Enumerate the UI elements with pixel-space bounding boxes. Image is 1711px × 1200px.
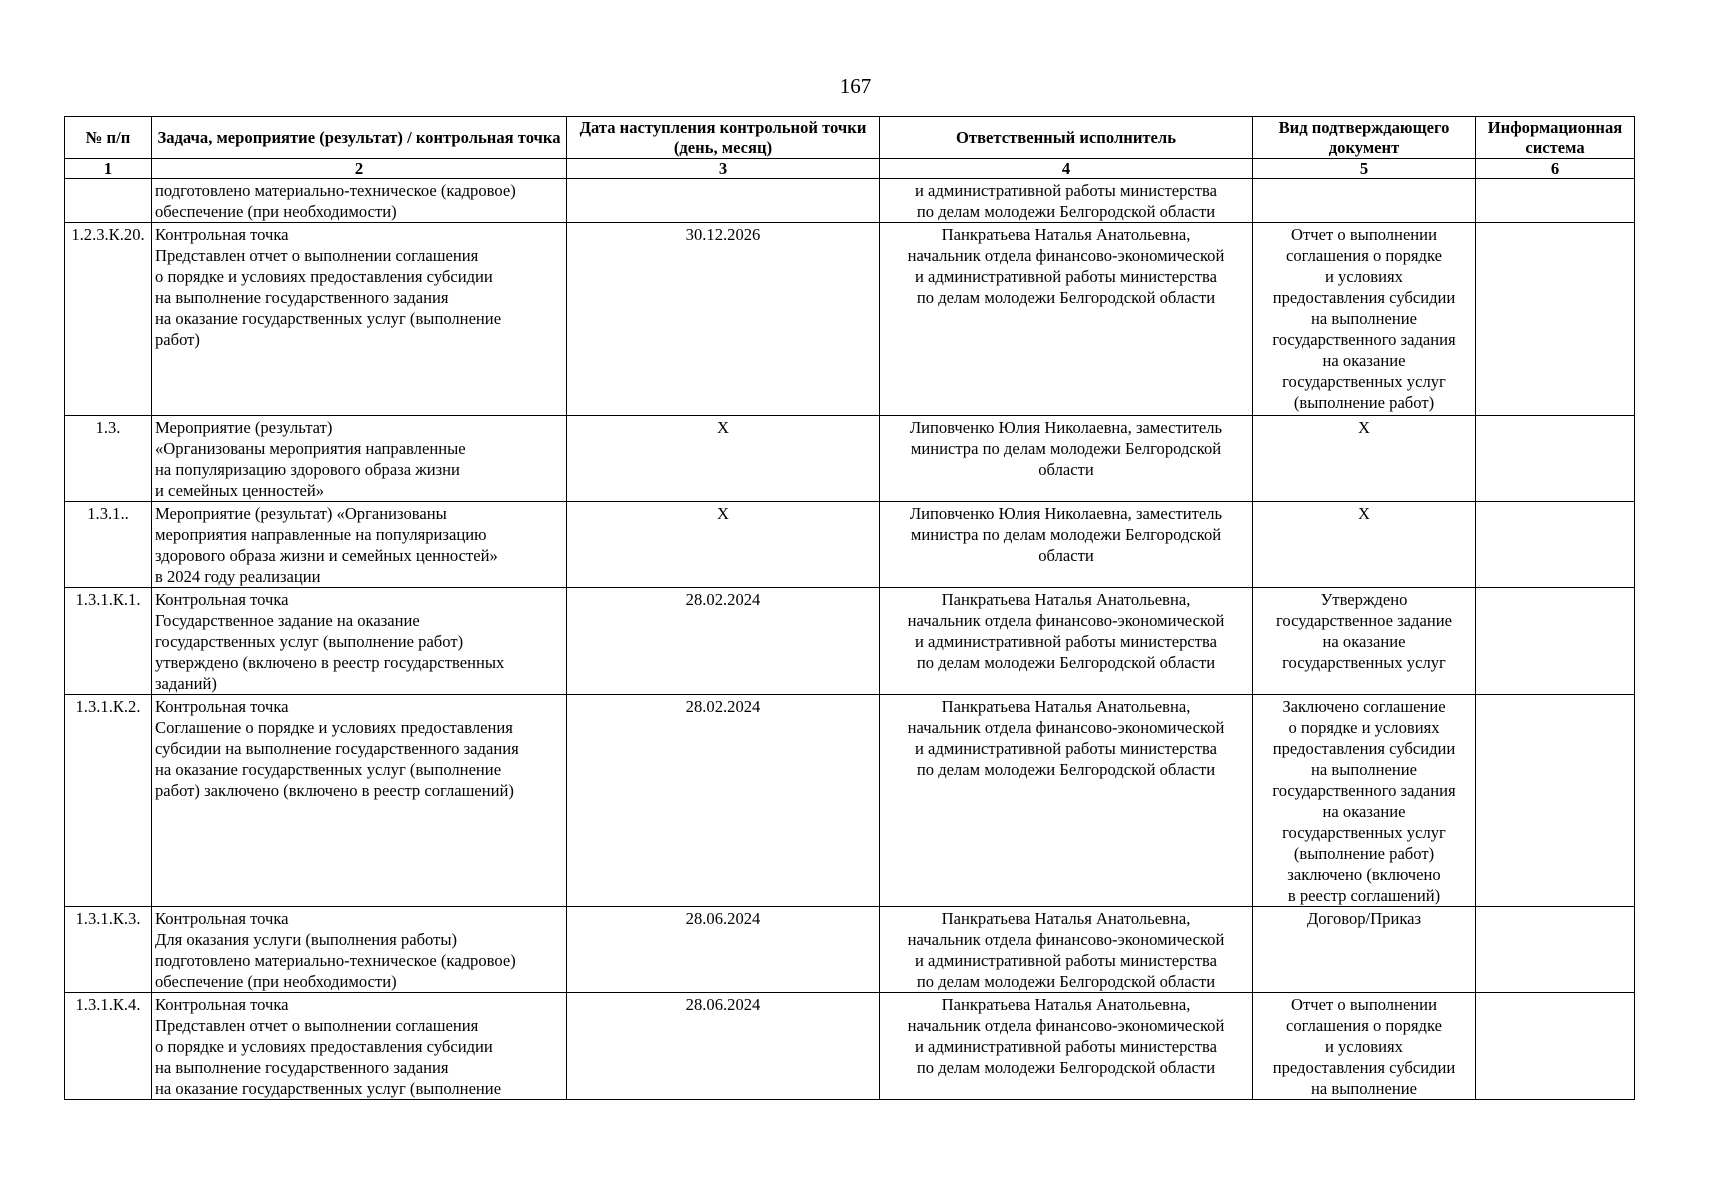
row-number: 1.3.1.К.3.: [65, 907, 152, 993]
date-cell: [567, 179, 880, 223]
system-cell: [1476, 502, 1635, 588]
executor-cell: Панкратьева Наталья Анатольевна, начальник отдела финансово-экономической и административной работы министерства по делам молодежи Белгородской области: [880, 695, 1253, 907]
table-row: [65, 993, 1635, 1100]
document-cell: Отчет о выполнении соглашения о порядке и условиях предоставления субсидии на выполнение: [1253, 993, 1476, 1100]
document-cell: Договор/Приказ: [1253, 907, 1476, 993]
executor-cell: и административной работы министерства по делам молодежи Белгородской области: [880, 179, 1253, 223]
row-number: 1.3.1.К.2.: [65, 695, 152, 907]
plan-table: [64, 116, 1635, 1100]
executor-cell: Панкратьева Наталья Анатольевна, начальник отдела финансово-экономической и административной работы министерства по делам молодежи Белгородской области: [880, 907, 1253, 993]
date-cell: 30.12.2026: [567, 223, 880, 416]
document-cell: Х: [1253, 502, 1476, 588]
column-number: 1: [65, 159, 152, 179]
row-number: 1.3.: [65, 416, 152, 502]
column-number: 6: [1476, 159, 1635, 179]
header-date: Дата наступления контрольной точки (день, месяц): [567, 117, 880, 159]
task-cell: Контрольная точка Соглашение о порядке и условиях предоставления субсидии на выполнение государственного задания на оказание государственных услуг (выполнение работ) заключено (включено в реестр соглашений): [152, 695, 567, 907]
table-row: [65, 179, 1635, 223]
column-number: 2: [152, 159, 567, 179]
column-number-row: [65, 159, 1635, 179]
system-cell: [1476, 223, 1635, 416]
column-number: 3: [567, 159, 880, 179]
table-row: [65, 502, 1635, 588]
task-cell: Мероприятие (результат) «Организованы мероприятия направленные на популяризацию здорового образа жизни и семейных ценностей» в 2024 году реализации: [152, 502, 567, 588]
system-cell: [1476, 695, 1635, 907]
system-cell: [1476, 416, 1635, 502]
date-cell: 28.06.2024: [567, 907, 880, 993]
executor-cell: Панкратьева Наталья Анатольевна, начальник отдела финансово-экономической и административной работы министерства по делам молодежи Белгородской области: [880, 588, 1253, 695]
executor-cell: Панкратьева Наталья Анатольевна, начальник отдела финансово-экономической и административной работы министерства по делам молодежи Белгородской области: [880, 993, 1253, 1100]
date-cell: 28.02.2024: [567, 695, 880, 907]
task-cell: Контрольная точка Представлен отчет о выполнении соглашения о порядке и условиях предоставления субсидии на выполнение государственного задания на оказание государственных услуг (выполнение: [152, 993, 567, 1100]
row-number: 1.3.1.К.1.: [65, 588, 152, 695]
header-document: Вид подтверждающего документ: [1253, 117, 1476, 159]
column-number: 4: [880, 159, 1253, 179]
page-number: 167: [839, 74, 872, 98]
document-cell: Х: [1253, 416, 1476, 502]
row-number: [65, 179, 152, 223]
table-row: [65, 907, 1635, 993]
header-row: [65, 117, 1635, 159]
row-number: 1.3.1.К.4.: [65, 993, 152, 1100]
executor-cell: Панкратьева Наталья Анатольевна, начальник отдела финансово-экономической и административной работы министерства по делам молодежи Белгородской области: [880, 223, 1253, 416]
document-cell: Отчет о выполнении соглашения о порядке и условиях предоставления субсидии на выполнение государственного задания на оказание государственных услуг (выполнение работ): [1253, 223, 1476, 416]
task-cell: подготовлено материально-техническое (кадровое) обеспечение (при необходимости): [152, 179, 567, 223]
header-executor: Ответственный исполнитель: [880, 117, 1253, 159]
date-cell: 28.02.2024: [567, 588, 880, 695]
date-cell: Х: [567, 416, 880, 502]
task-cell: Контрольная точка Для оказания услуги (выполнения работы) подготовлено материально-техническое (кадровое) обеспечение (при необходимости): [152, 907, 567, 993]
row-number: 1.3.1..: [65, 502, 152, 588]
header-num: № п/п: [65, 117, 152, 159]
table-row: [65, 695, 1635, 907]
document-cell: Заключено соглашение о порядке и условиях предоставления субсидии на выполнение государственного задания на оказание государственных услуг (выполнение работ) заключено (включено в реестр соглашений): [1253, 695, 1476, 907]
system-cell: [1476, 588, 1635, 695]
row-number: 1.2.3.К.20.: [65, 223, 152, 416]
column-number: 5: [1253, 159, 1476, 179]
task-cell: Мероприятие (результат) «Организованы мероприятия направленные на популяризацию здорового образа жизни и семейных ценностей»: [152, 416, 567, 502]
table-row: [65, 416, 1635, 502]
document-cell: Утверждено государственное задание на оказание государственных услуг: [1253, 588, 1476, 695]
date-cell: Х: [567, 502, 880, 588]
executor-cell: Липовченко Юлия Николаевна, заместитель министра по делам молодежи Белгородской области: [880, 416, 1253, 502]
system-cell: [1476, 993, 1635, 1100]
table-row: [65, 223, 1635, 416]
date-cell: 28.06.2024: [567, 993, 880, 1100]
system-cell: [1476, 179, 1635, 223]
header-system: Информационная система: [1476, 117, 1635, 159]
document-cell: [1253, 179, 1476, 223]
system-cell: [1476, 907, 1635, 993]
task-cell: Контрольная точка Представлен отчет о выполнении соглашения о порядке и условиях предоставления субсидии на выполнение государственного задания на оказание государственных услуг (выполнение работ): [152, 223, 567, 416]
task-cell: Контрольная точка Государственное задание на оказание государственных услуг (выполнение работ) утверждено (включено в реестр государственных заданий): [152, 588, 567, 695]
header-task: Задача, мероприятие (результат) / контрольная точка: [152, 117, 567, 159]
executor-cell: Липовченко Юлия Николаевна, заместитель министра по делам молодежи Белгородской области: [880, 502, 1253, 588]
table-row: [65, 588, 1635, 695]
